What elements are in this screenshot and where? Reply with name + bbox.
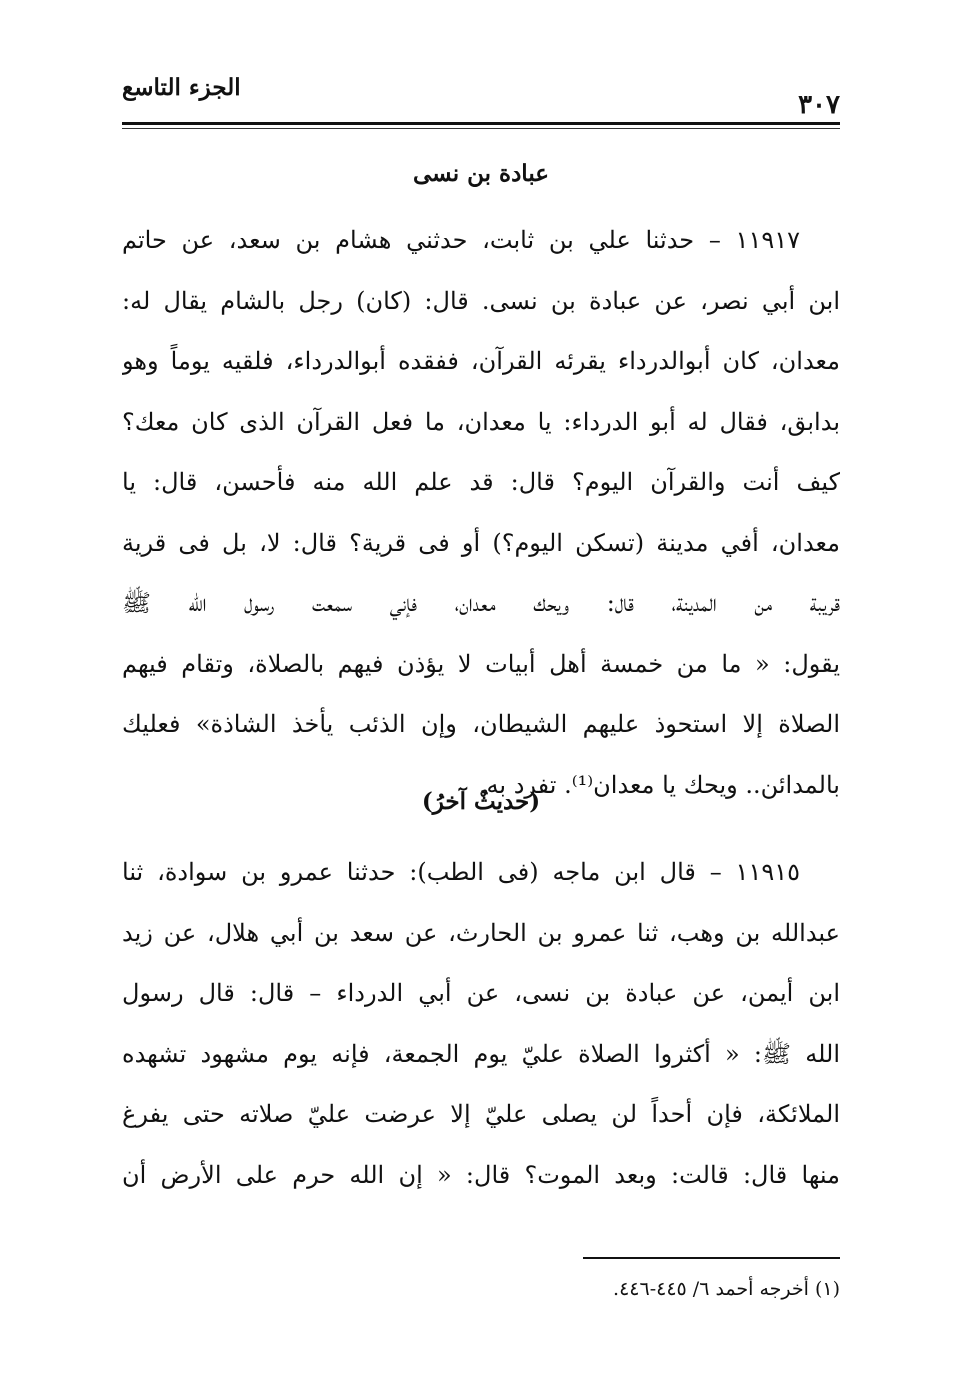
footnote-rule: [583, 1257, 840, 1259]
text-line: معدان، كان أبوالدرداء يقرئه القرآن، ففقده أبوالدرداء، فلقيه يوماً وهو: [122, 347, 840, 375]
text-line: الله ﷺ: « أكثروا الصلاة عليّ يوم الجمعة، فإنه يوم مشهود تشهده: [122, 1039, 840, 1068]
text-line: بالمدائن.. ويحك يا معدان⁽¹⁾. تفرد به.: [478, 770, 840, 799]
text-line: كيف أنت والقرآن اليوم؟ قال: قد علم الله منه فأحسن، قال: يا: [122, 468, 840, 496]
footnote: (١) أخرجه أحمد ٦/ ٤٤٥-٤٤٦.: [613, 1278, 840, 1300]
hadith-paragraph-2: [122, 842, 840, 1205]
text-line: ١١٩١٧ – حدثنا علي بن ثابت، حدثني هشام بن سعد، عن حاتم: [122, 226, 800, 254]
text-line: الملائكة، فإن أحداً لن يصلى عليّ إلا عرضت عليّ صلاته حتى يفرغ: [122, 1100, 840, 1128]
book-part-label: الجزء التاسع: [122, 74, 241, 101]
header-rule: [122, 122, 840, 125]
text-line: معدان، أفي مدينة (تسكن اليوم؟) أو فى قرية؟ قال: لا، بل فى قرية: [122, 528, 840, 557]
text-line: يقول: « ما من خمسة أهل أبيات لا يؤذن فيهم بالصلاة، وتقام فيهم: [122, 649, 840, 678]
header-rule-thin: [122, 128, 840, 129]
text-line: عبدالله بن وهب، ثنا عمرو بن الحارث، عن سعد بن أبي هلال، عن زيد: [122, 918, 840, 947]
section-title: (حديثٌ آخرُ): [421, 788, 541, 815]
text-line: منها قال: قالت: وبعد الموت؟ قال: « إن الله حرم على الأرض أن: [122, 1160, 840, 1189]
page-number: ٣٠٧: [798, 90, 840, 120]
text-line: بدابق، فقال له أبو الدرداء: يا معدان، ما فعل القرآن الذى كان معك؟: [122, 407, 840, 436]
text-line: قريبة من المدينة، قال: ويحك معدان، فإني سمعت رسول الله ﷺ: [122, 589, 840, 617]
running-header: [122, 70, 840, 122]
hadith-paragraph-1: [122, 210, 840, 815]
text-line: الصلاة إلا استحوذ عليهم الشيطان، وإن الذئب يأخذ الشاذة» فعليك: [122, 710, 840, 738]
section-title: عبادة بن نسى: [413, 160, 549, 187]
text-line: ابن أيمن، عن عبادة بن نسى، عن أبي الدرداء – قال: قال رسول: [122, 979, 840, 1007]
text-line: ابن أبي نصر، عن عبادة بن نسى. قال: (كان) رجل بالشام يقال له:: [122, 286, 840, 315]
text-line: ١١٩١٥ – قال ابن ماجه (فى الطب): حدثنا عمرو بن سوادة، ثنا: [122, 858, 800, 886]
